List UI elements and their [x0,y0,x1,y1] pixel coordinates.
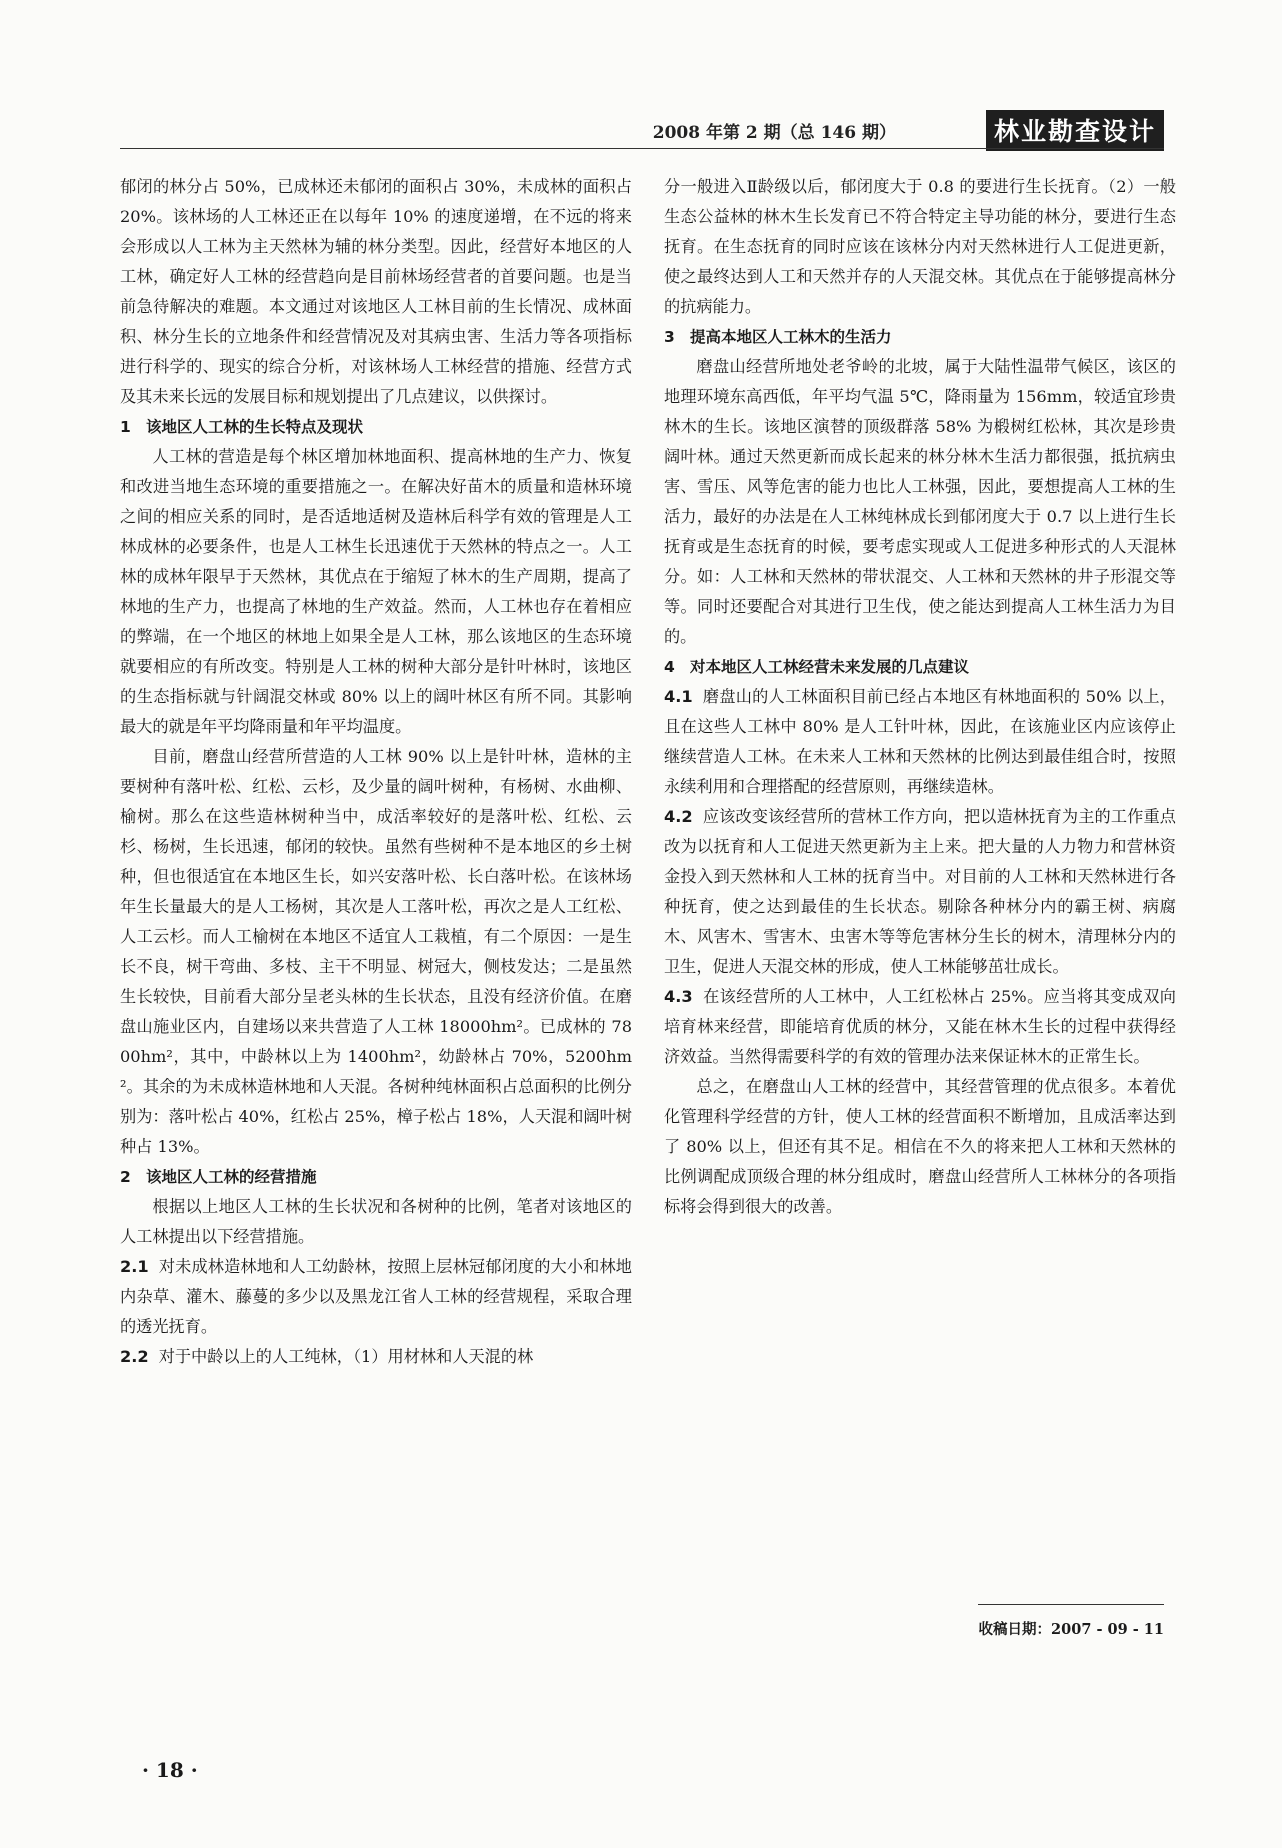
section-title: 该地区人工林的生长特点及现状 [146,418,364,436]
section-heading [120,1162,632,1192]
body-paragraph: 磨盘山经营所地处老爷岭的北坡，属于大陆性温带气候区，该区的地理环境东高西低，年平均气温 5℃，降雨量为 156mm，较适宜珍贵林木的生长。该地区演替的顶级群落 58% 为椴树红松林，其次是珍贵阔叶林。通过天然更新而成长起来的林分林木生活力都很强，抵抗病虫害、雪压、风等危害的能力也比人工林强，因此，要想提高人工林的生活力，最好的办法是在人工林纯林成长到郁闭度大于 0.7 以上进行生长抚育或是生态抚育的时候，要考虑实现或人工促进多种形式的人天混林分。如：人工林和天然林的带状混交、人工林和天然林的井子形混交等等。同时还要配合对其进行卫生伐，使之能达到提高人工林生活力为目的。 [664,357,1176,646]
subsection-number: 4.2 [664,807,693,826]
subsection-number: 2.2 [120,1347,149,1366]
subsection-paragraph [664,802,1176,982]
section-title: 提高本地区人工林木的生活力 [690,328,892,346]
subsection-paragraph [120,1342,632,1372]
subsection-text: 对未成林造林地和人工幼龄林，按照上层林冠郁闭度的大小和林地内杂草、灌木、藤蔓的多少以及黑龙江省人工林的经营规程，采取合理的透光抚育。 [120,1257,632,1336]
subsection-text: 应该改变该经营所的营林工作方向，把以造林抚育为主的工作重点改为以抚育和人工促进天然更新为主上来。把大量的人力物力和营林资金投入到天然林和人工林的抚育当中。对目前的人工林和天然林进行各种抚育，使之达到最佳的生长状态。剔除各种林分内的霸王树、病腐木、风害木、雪害木、虫害木等等危害林分生长的树木，清理林分内的卫生，促进人天混交林的形成，使人工林能够茁壮成长。 [664,807,1176,976]
subsection-text: 在该经营所的人工林中，人工红松林占 25%。应当将其变成双向培育林来经营，即能培育优质的林分，又能在林木生长的过程中获得经济效益。当然得需要科学的有效的管理办法来保证林木的正常生长。 [664,987,1176,1066]
section-heading [120,412,632,442]
body-paragraph: 人工林的营造是每个林区增加林地面积、提高林地的生产力、恢复和改进当地生态环境的重要措施之一。在解决好苗木的质量和造林环境之间的相应关系的同时，是否适地适树及造林后科学有效的管理是人工林成林的必要条件，也是人工林生长迅速优于天然林的特点之一。人工林的成林年限早于天然林，其优点在于缩短了林木的生产周期，提高了林地的生产力，也提高了林地的生产效益。然而，人工林也存在着相应的弊端，在一个地区的林地上如果全是人工林，那么该地区的生态环境就要相应的有所改变。特别是人工林的树种大部分是针叶林时，该地区的生态指标就与针阔混交林或 80% 以上的阔叶林区有所不同。其影响最大的就是年平均降雨量和年平均温度。 [120,447,632,736]
section-number: 4 [664,658,675,676]
received-date: 收稿日期：2007 - 09 - 11 [978,1621,1164,1638]
running-header [120,104,1164,150]
section-number: 1 [120,418,131,436]
body-paragraph: 分一般进入Ⅱ龄级以后，郁闭度大于 0.8 的要进行生长抚育。（2）一般生态公益林的林木生长发育已不符合特定主导功能的林分，要进行生态抚育。在生态抚育的同时应该在该林分内对天然林进行人工促进更新，使之最终达到人工和天然并存的人天混交林。其优点在于能够提高林分的抗病能力。 [664,177,1176,316]
subsection-number: 2.1 [120,1257,149,1276]
body-paragraph: 总之，在磨盘山人工林的经营中，其经营管理的优点很多。本着优化管理科学经营的方针，使人工林的经营面积不断增加，且成活率达到了 80% 以上，但还有其不足。相信在不久的将来把人工林和天然林的比例调配成顶级合理的林分组成时，磨盘山经营所人工林林分的各项指标将会得到很大的改善。 [664,1077,1176,1216]
section-heading [664,652,1176,682]
subsection-paragraph [664,982,1176,1072]
subsection-paragraph [120,1252,632,1342]
subsection-paragraph [664,682,1176,802]
section-number: 3 [664,328,675,346]
header-rule [120,148,1164,149]
subsection-text: 磨盘山的人工林面积目前已经占本地区有林地面积的 50% 以上，且在这些人工林中 80% 是人工针叶林，因此，在该施业区内应该停止继续营造人工林。在未来人工林和天然林的比例达到最佳组合时，按照永续利用和合理搭配的经营原则，再继续造林。 [664,687,1176,796]
right-column [664,172,1176,1222]
subsection-number: 4.3 [664,987,693,1006]
section-title: 该地区人工林的经营措施 [146,1168,317,1186]
body-paragraph: 目前，磨盘山经营所营造的人工林 90% 以上是针叶林，造林的主要树种有落叶松、红松、云杉，及少量的阔叶树种，有杨树、水曲柳、榆树。那么在这些造林树种当中，成活率较好的是落叶松、红松、云杉、杨树，生长迅速，郁闭的较快。虽然有些树种不是本地区的乡土树种，但也很适宜在本地区生长，如兴安落叶松、长白落叶松。在该林场年生长量最大的是人工杨树，其次是人工落叶松，再次之是人工红松、人工云杉。而人工榆树在本地区不适宜人工栽植，有二个原因：一是生长不良，树干弯曲、多枝、主干不明显、树冠大，侧枝发达；二是虽然生长较快，目前看大部分呈老头林的生长状态，且没有经济价值。在磨盘山施业区内，自建场以来共营造了人工林 18000hm²。已成林的 7800hm²，其中，中龄林以上为 1400hm²，幼龄林占 70%，5200hm²。其余的为未成林造林地和人天混。各树种纯林面积占总面积的比例分别为：落叶松占 40%，红松占 25%，樟子松占 18%，人天混和阔叶树种占 13%。 [120,747,632,1156]
section-heading [664,322,1176,352]
section-number: 2 [120,1168,131,1186]
issue-label: 2008 年第 2 期（总 146 期） [652,123,896,143]
section-title: 对本地区人工林经营未来发展的几点建议 [690,658,970,676]
page-number: · 18 · [142,1758,198,1782]
body-paragraph: 郁闭的林分占 50%，已成林还未郁闭的面积占 30%，未成林的面积占 20%。该林场的人工林还正在以每年 10% 的速度递增，在不远的将来会形成以人工林为主天然林为辅的林分类型。因此，经营好本地区的人工林，确定好人工林的经营趋向是目前林场经营者的首要问题。也是当前急待解决的难题。本文通过对该地区人工林目前的生长情况、成林面积、林分生长的立地条件和经营情况及对其病虫害、生活力等各项指标进行科学的、现实的综合分析，对该林场人工林经营的措施、经营方式及其未来长远的发展目标和规划提出了几点建议，以供探讨。 [120,177,632,406]
received-rule [978,1604,1164,1605]
left-column [120,172,632,1372]
subsection-text: 对于中龄以上的人工纯林，（1）用材林和人天混的林 [158,1347,534,1366]
body-paragraph: 根据以上地区人工林的生长状况和各树种的比例，笔者对该地区的人工林提出以下经营措施。 [120,1197,632,1246]
subsection-number: 4.1 [664,687,693,706]
journal-title: 林业勘查设计 [986,110,1164,151]
